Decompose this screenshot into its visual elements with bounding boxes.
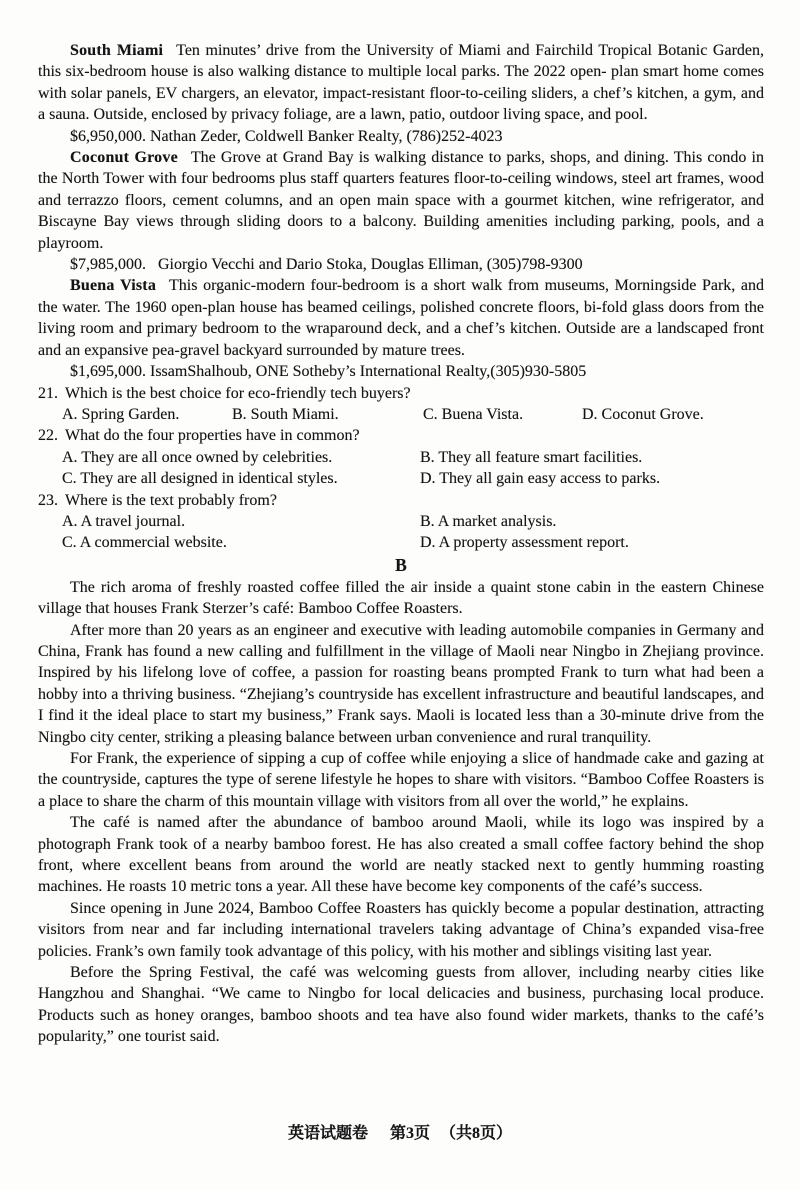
question-21-option-c: C. Buena Vista. xyxy=(423,405,524,423)
question-21-option-d: D. Coconut Grove. xyxy=(582,405,704,423)
section-b-heading: B xyxy=(395,554,407,575)
listing-price-south-miami: $6,950,000. Nathan Zeder, Coldwell Banker Realty, (786)252-4023 xyxy=(70,127,503,145)
question-23-option-a: A. A travel journal. xyxy=(62,512,186,530)
listing-south-miami xyxy=(38,40,764,126)
question-22 xyxy=(38,425,764,489)
passage-b-paragraph-1: The rich aroma of freshly roasted coffee filled the air inside a quaint stone cabin in the eastern Chinese village that houses Frank Sterzer’s café: Bamboo Coffee Roasters. xyxy=(38,578,764,618)
passage-b-paragraph-2: After more than 20 years as an engineer and executive with leading automobile companies in Germany and China, Frank has found a new calling and fulfillment in the village of Maoli near Ningbo in Zhejiang province. Inspired by his lifelong love of coffee, a passion for roasting beans prompted Frank to turn what had been a hobby into a thriving business. “Zhejiang’s countryside has excellent infrastructure and beautiful landscapes, and I find it the ideal place to start my business,” Frank says. Maoli is located less than a 30-minute drive from the Ningbo city center, striking a pleasing balance between urban convenience and rural tranquility. xyxy=(38,621,764,746)
question-22-stem xyxy=(38,425,764,446)
passage-b-paragraph-3: For Frank, the experience of sipping a cup of coffee while enjoying a slice of handmade cake and gazing at the countryside, captures the type of serene lifestyle he hopes to share with visitors. “Bamboo Coffee Roasters is a place to share the charm of this mountain village with visitors from all over the world,” he explains. xyxy=(38,750,764,810)
question-23-option-d: D. A property assessment report. xyxy=(420,534,629,552)
question-22-number: 22. xyxy=(38,427,58,445)
listing-price-coconut-grove: $7,985,000. Giorgio Vecchi and Dario Stoka, Douglas Elliman, (305)798-9300 xyxy=(70,256,583,274)
listing-name-buena-vista: Buena Vista xyxy=(70,277,157,295)
question-22-text: What do the four properties have in common? xyxy=(65,427,360,445)
question-22-option-d: D. They all gain easy access to parks. xyxy=(420,470,661,488)
question-22-option-b: B. They all feature smart facilities. xyxy=(420,448,643,466)
listing-name-south-miami: South Miami xyxy=(70,42,164,59)
listing-description-south-miami: Ten minutes’ drive from the University of Miami and Fairchild Tropical Botanic Garden, this six-bedroom house is also walking distance to multiple local parks. The 2022 open- plan smart home comes with solar panels, EV chargers, an elevator, impact-resistant floor-to-ceiling sliders, a chef’s kitchen, a gym, and a sauna. Outside, enclosed by privacy foliage, are a lawn, patio, outdoor living space, and pool. xyxy=(38,42,765,124)
passage-b-paragraph-5: Since opening in June 2024, Bamboo Coffee Roasters has quickly become a popular destination, attracting visitors from near and far including international travelers taking advantage of China’s expanded visa-free policies. Frank’s own family took advantage of this policy, with his mother and siblings visiting last year. xyxy=(38,899,764,960)
question-22-options xyxy=(62,447,764,490)
page-footer xyxy=(0,1123,800,1144)
question-21-option-b: B. South Miami. xyxy=(232,405,339,423)
question-21-stem xyxy=(38,383,764,404)
listing-buena-vista xyxy=(38,275,764,361)
question-21-options xyxy=(62,404,764,425)
question-21-number: 21. xyxy=(38,384,58,402)
question-23-option-c: C. A commercial website. xyxy=(62,534,227,552)
question-22-option-a: A. They are all once owned by celebrities. xyxy=(62,448,333,466)
passage-b-paragraph-4: The café is named after the abundance of bamboo around Maoli, while its logo was inspired by a photograph Frank took of a nearby bamboo forest. He has also created a small coffee factory behind the shop front, where excellent beans from around the world are neatly stacked next to gently humming roasting machines. He roasts 10 metric tons a year. All these have become key components of the café’s success. xyxy=(38,814,764,896)
footer-doc-title: 英语试题卷 xyxy=(287,1124,368,1142)
question-23-option-b: B. A market analysis. xyxy=(420,512,557,530)
footer-page-number: 第3页 xyxy=(389,1124,430,1142)
question-23 xyxy=(38,490,764,554)
question-23-stem xyxy=(38,490,764,511)
footer-pages-total: （共8页） xyxy=(440,1124,513,1142)
listing-description-buena-vista: This organic-modern four-bedroom is a short walk from museums, Morningside Park, and the water. The 1960 open-plan house has beamed ceilings, polished concrete floors, bi-fold glass doors from the living room and primary bedroom to the wraparound deck, and a chef’s kitchen. Outside are a landscaped front and an expansive pea-gravel backyard surrounded by mature trees. xyxy=(38,277,764,359)
listing-price-buena-vista: $1,695,000. IssamShalhoub, ONE Sotheby’s International Realty,(305)930-5805 xyxy=(70,363,587,381)
listing-name-coconut-grove: Coconut Grove xyxy=(70,149,178,167)
listings-section xyxy=(38,40,764,383)
passage-b-section xyxy=(38,577,764,1048)
passage-b-paragraph-6: Before the Spring Festival, the café was welcoming guests from allover, including nearby cities like Hangzhou and Shanghai. “We came to Ningbo for local delicacies and business, purchasing local produce. Products such as honey oranges, bamboo shoots and tea have also found wider markets, thanks to the café’s popularity,” one tourist said. xyxy=(38,964,764,1046)
question-23-number: 23. xyxy=(38,491,58,509)
question-22-option-c: C. They are all designed in identical styles. xyxy=(62,470,338,488)
listing-coconut-grove xyxy=(38,147,764,254)
question-21-option-a: A. Spring Garden. xyxy=(62,405,180,423)
question-21-text: Which is the best choice for eco-friendly tech buyers? xyxy=(65,384,411,402)
question-23-options xyxy=(62,511,764,554)
question-21 xyxy=(38,383,764,426)
question-23-text: Where is the text probably from? xyxy=(65,491,277,509)
questions-section xyxy=(38,383,764,554)
listing-description-coconut-grove: The Grove at Grand Bay is walking distance to parks, shops, and dining. This condo in the North Tower with four bedrooms plus staff quarters features floor-to-ceiling windows, steel art frames, wood and terrazzo floors, cement columns, and an open main space with a gourmet kitchen, wine refrigerator, and Biscayne Bay views through sliding doors to a balcony. Building amenities including parking, pools, and a playroom. xyxy=(38,149,764,252)
